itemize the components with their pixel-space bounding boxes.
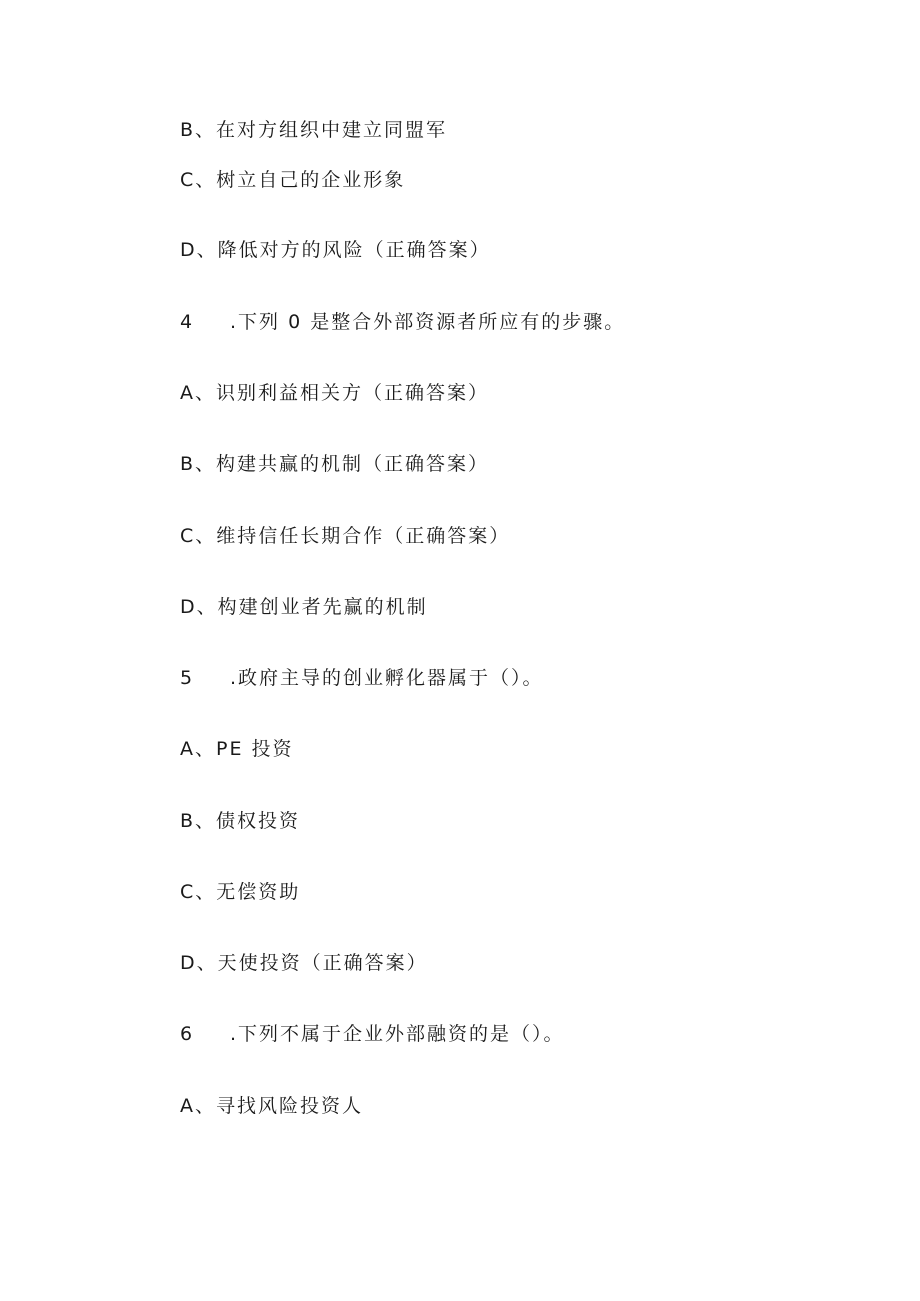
question-4-text: .下列 0 是整合外部资源者所应有的步骤。	[230, 311, 626, 333]
option-6a: A、寻找风险投资人	[180, 1095, 363, 1117]
question-6-text: .下列不属于企业外部融资的是（）。	[230, 1023, 565, 1045]
question-6	[180, 1025, 565, 1044]
option-4b: B、构建共赢的机制（正确答案）	[180, 453, 490, 475]
option-5a: A、PE 投资	[180, 738, 294, 760]
option-3b: B、在对方组织中建立同盟军	[180, 119, 448, 141]
question-4	[180, 313, 625, 332]
option-4c: C、维持信任长期合作（正确答案）	[180, 525, 511, 547]
option-5d: D、天使投资（正确答案）	[180, 952, 428, 974]
option-4a: A、识别利益相关方（正确答案）	[180, 382, 489, 404]
question-5-number: 5	[180, 667, 195, 689]
question-4-number: 4	[180, 311, 195, 333]
question-5-text: .政府主导的创业孵化器属于（）。	[230, 667, 544, 689]
question-5	[180, 669, 544, 688]
option-5c: C、无偿资助	[180, 881, 301, 903]
question-6-number: 6	[180, 1023, 195, 1045]
option-3d: D、降低对方的风险（正确答案）	[180, 239, 491, 261]
option-3c: C、树立自己的企业形象	[180, 169, 406, 191]
option-4d: D、构建创业者先赢的机制	[180, 596, 428, 618]
option-5b: B、债权投资	[180, 810, 301, 832]
